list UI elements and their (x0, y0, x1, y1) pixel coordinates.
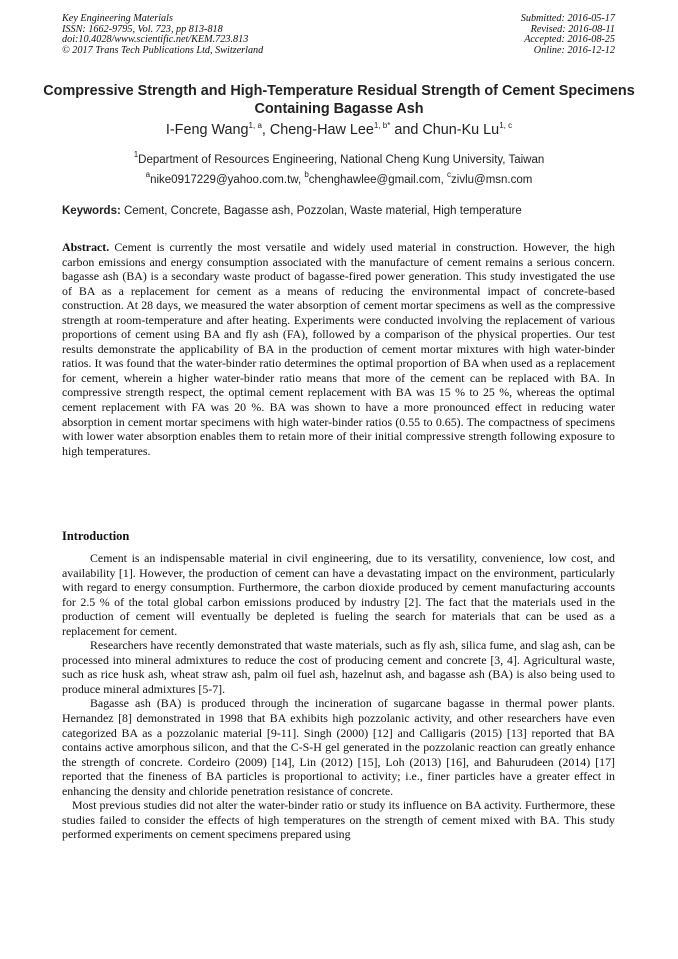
email-separator: , (297, 174, 305, 186)
date-accepted: Accepted: 2016-08-25 (524, 34, 615, 46)
email-link[interactable]: chenghawlee@gmail.com (308, 174, 441, 186)
email-separator: , (440, 174, 448, 186)
journal-copyright: © 2017 Trans Tech Publications Ltd, Switzerland (62, 44, 264, 56)
journal-info (62, 14, 263, 56)
abstract-text: Cement is currently the most versatile and widely used material in construction. However, the high carbon emissions and energy consumption associated with the manufacture of cement remains a serious concern. bagasse ash (BA) is a secondary waste product of bagasse-fired power generation. This study investigated the use of BA as a replacement for cement as a means of reducing the environmental impact of concrete-based construction. At 28 days, we measured the water absorption of cement mortar specimens as well as the compressive strength at room-temperature and after heating. Experiments were conducted involving the replacement of various proportions of cement using BA and fly ash (FA), followed by a comparison of the physical properties. Our test results demonstrate the applicability of BA in the production of cement mortar mixtures with high water-binder ratios. It was found that the water-binder ratio determines the optimal proportion of BA when used as a replacement for cement, wherein a higher water-binder ratio means that more of the cement can be replaced with BA. In compressive strength respect, the optimal cement replacement with BA was 15 % to 25 %, whereas the optimal cement replacement with FA was 20 %. BA was shown to have a more pronounced effect in reducing water absorption in cement mortar specimens with high water-binder ratios (0.55 to 0.65). The compactness of specimens with lower water absorption enables them to retain more of their initial compressive strength following exposure to high temperatures. (62, 240, 615, 458)
author-name: Chun-Ku Lu (422, 122, 500, 138)
author-separator: , (261, 122, 270, 138)
publication-dates (521, 14, 615, 56)
introduction-heading: Introduction (62, 529, 130, 543)
introduction-paragraph: Researchers have recently demonstrated that waste materials, such as fly ash, silica fume, and slag ash, can be processed into mineral admixtures to reduce the cost of producing cement and concrete [3, 4]. Agricultural waste, such as rice husk ash, wheat straw ash, palm oil fuel ash, hazelnut ash, and bagasse ash (BA) is also being used to produce mineral admixtures [5-7]. (62, 638, 615, 696)
affiliation-text: Department of Resources Engineering, National Cheng Kung University, Taiwan (138, 154, 545, 166)
email-mark: a (145, 170, 151, 179)
introduction-paragraph: Most previous studies did not alter the water-binder ratio or study its influence on BA activity. Furthermore, these studies failed to consider the effects of high temperatures on the strength of cement mixed with BA. This study performed experiments on cement specimens prepared using (62, 798, 615, 842)
introduction-paragraph: Cement is an indispensable material in civil engineering, due to its versatility, convenience, low cost, and availability [1]. However, the production of cement can have a devastating impact on the environment, particularly with regard to energy consumption. Furthermore, the carbon dioxide produced by cement manufacturing accounts for 2.5 % of the total global carbon emissions produced by industry [2]. The fact that the materials used in the production of cement will eventually be depleted is fueling the search for materials that can be used as a replacement for cement. (62, 551, 615, 638)
keywords (62, 205, 622, 217)
keywords-text: Cement, Concrete, Bagasse ash, Pozzolan, Waste material, High temperature (120, 205, 522, 217)
author-emails (40, 170, 638, 186)
abstract-label: Abstract. (62, 240, 110, 254)
author-affil-mark: 1, c (499, 121, 513, 130)
abstract (62, 240, 615, 458)
keywords-label: Keywords: (62, 205, 121, 217)
author-name: Cheng-Haw Lee (269, 122, 374, 138)
email-mark: c (447, 170, 452, 179)
author-affil-mark: 1, a (248, 121, 262, 130)
date-online: Online: 2016-12-12 (533, 44, 615, 56)
date-submitted: Submitted: 2016-05-17 (520, 13, 615, 24)
paper-title: Compressive Strength and High-Temperature Residual Strength of Cement Specimens Containing Bagasse Ash (43, 83, 635, 117)
journal-name: Key Engineering Materials (62, 13, 173, 24)
journal-doi: doi:10.4028/www.scientific.net/KEM.723.813 (62, 34, 249, 46)
email-link[interactable]: zivlu@msn.com (451, 174, 533, 186)
affiliation-mark: 1 (133, 150, 139, 159)
author-list (40, 121, 638, 138)
introduction-body (62, 551, 615, 842)
introduction-paragraph: Bagasse ash (BA) is produced through the incineration of sugarcane bagasse in thermal power plants. Hernandez [8] demonstrated in 1998 that BA exhibits high pozzolanic activity, and other researchers have even categorized BA as a pozzolanic material [9-11]. Singh (2000) [12] and Calligaris (2015) [13] reported that BA contains active amorphous silicon, and that the C-S-H gel generated in the pozzolanic reaction can greatly enhance the strength of concrete. Cordeiro (2009) [14], Lin (2012) [15], Loh (2013) [16], and Bahurudeen (2014) [17] reported that the fineness of BA particles is proportional to activity; i.e., finer particles have a greater effect in enhancing the density and chloride penetration resistance of concrete. (62, 696, 615, 798)
affiliation (40, 150, 638, 166)
email-link[interactable]: nike0917229@yahoo.com.tw (150, 174, 298, 186)
date-revised: Revised: 2016-08-11 (530, 23, 615, 35)
author-name: I-Feng Wang (165, 122, 249, 138)
email-mark: b (304, 170, 309, 179)
author-separator: and (390, 122, 423, 138)
journal-issn: ISSN: 1662-9795, Vol. 723, pp 813-818 (62, 23, 223, 35)
author-affil-mark: 1, b* (373, 121, 391, 130)
